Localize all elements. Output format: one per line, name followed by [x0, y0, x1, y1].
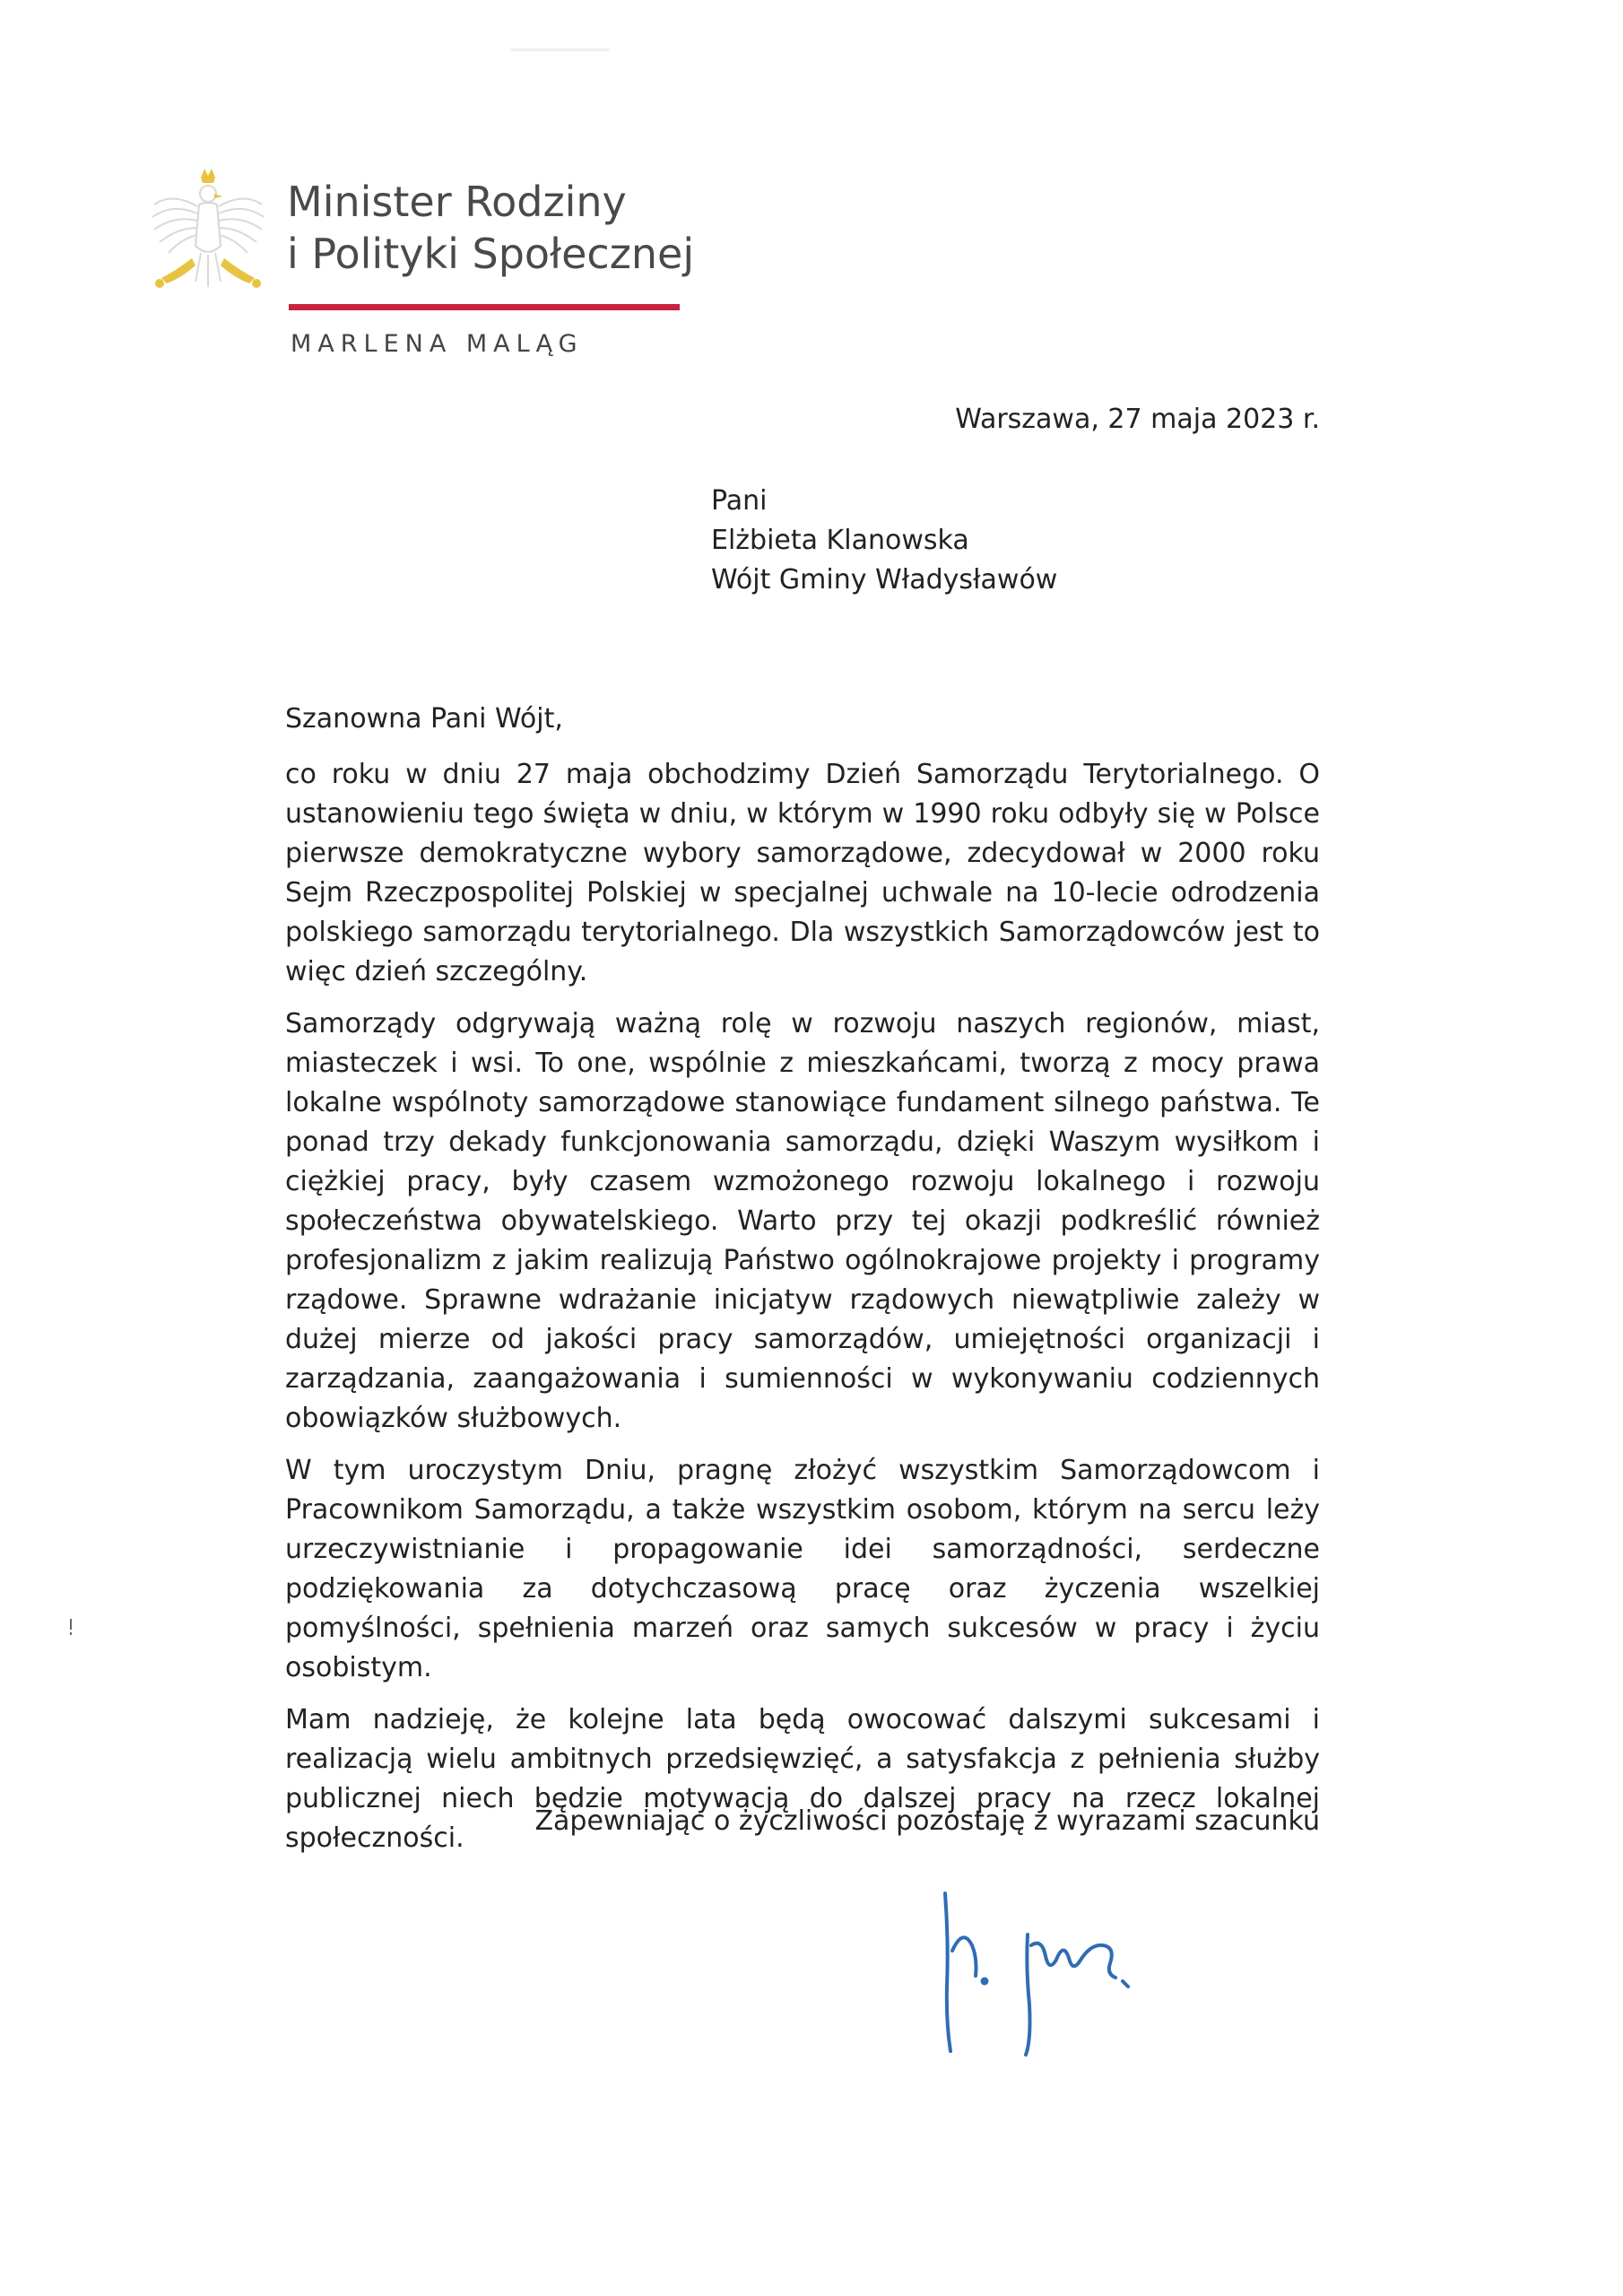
ministry-title-line2: i Polityki Społecznej — [287, 230, 695, 278]
letter-date: Warszawa, 27 maja 2023 r. — [955, 404, 1320, 435]
closing-line: Zapewniając o życzliwości pozostaję z wyrazami szacunku — [534, 1805, 1320, 1837]
scan-margin-mark — [68, 1619, 74, 1637]
recipient-block — [711, 482, 1057, 600]
letter-body — [285, 700, 1320, 1871]
ministry-title — [287, 176, 694, 280]
handwritten-signature-icon — [933, 1888, 1148, 2058]
ministry-title-line1: Minister Rodziny — [287, 178, 627, 226]
paragraph-3: W tym uroczystym Dniu, pragnę złożyć wszystkim Samorządowcom i Pracownikom Samorządu, a także wszystkim osobom, którym na sercu leży urzeczywistnianie i propagowanie idei samorządności, serdeczne podziękowania za dotychczasową pracę oraz życzenia wszelkiej pomyślności, spełnienia marzeń oraz samych sukcesów w pracy i życiu osobistym. — [285, 1455, 1320, 1683]
recipient-line1: Pani — [711, 485, 768, 517]
recipient-line3: Wójt Gminy Władysławów — [711, 564, 1058, 596]
polish-eagle-emblem-icon — [145, 165, 271, 309]
minister-name: MARLENA MALĄG — [291, 330, 584, 358]
salutation: Szanowna Pani Wójt, — [285, 703, 563, 735]
paragraph-2: Samorządy odgrywają ważną rolę w rozwoju naszych regionów, miast, miasteczek i wsi. To one, wspólnie z mieszkańcami, tworzą z mocy prawa lokalne wspólnoty samorządowe stanowiące fundament silnego państwa. Te ponad trzy dekady funkcjonowania samorządu, dzięki Waszym wysiłkom i ciężkiej pracy, były czasem wzmożonego rozwoju lokalnego i rozwoju społeczeństwa obywatelskiego. Warto przy tej okazji podkreślić również profesjonalizm z jakim realizują Państwo ogólnokrajowe projekty i programy rządowe. Sprawne wdrażanie inicjatyw rządowych niewątpliwie zależy w dużej mierze od jakości pracy samorządów, umiejętności organizacji i zarządzania, zaangażowania i sumienności w wykonywaniu codziennych obowiązków służbowych. — [285, 1008, 1320, 1434]
recipient-line2: Elżbieta Klanowska — [711, 525, 969, 556]
letterhead-rule — [289, 304, 680, 310]
scan-smudge — [511, 48, 610, 51]
paragraph-1: co roku w dniu 27 maja obchodzimy Dzień Samorządu Terytorialnego. O ustanowieniu tego święta w dniu, w którym w 1990 roku odbyły się w Polsce pierwsze demokratyczne wybory samorządowe, zdecydował w 2000 roku Sejm Rzeczpospolitej Polskiej w specjalnej uchwale na 10-lecie odrodzenia polskiego samorządu terytorialnego. Dla wszystkich Samorządowców jest to więc dzień szczególny. — [285, 759, 1320, 987]
paragraph-4: Mam nadzieję, że kolejne lata będą owocować dalszymi sukcesami i realizacją wielu ambitnych przedsięwzięć, a satysfakcja z pełnienia służby publicznej niech będzie motywacją do dalszej pracy na rzecz lokalnej społeczności. — [285, 1704, 1320, 1854]
